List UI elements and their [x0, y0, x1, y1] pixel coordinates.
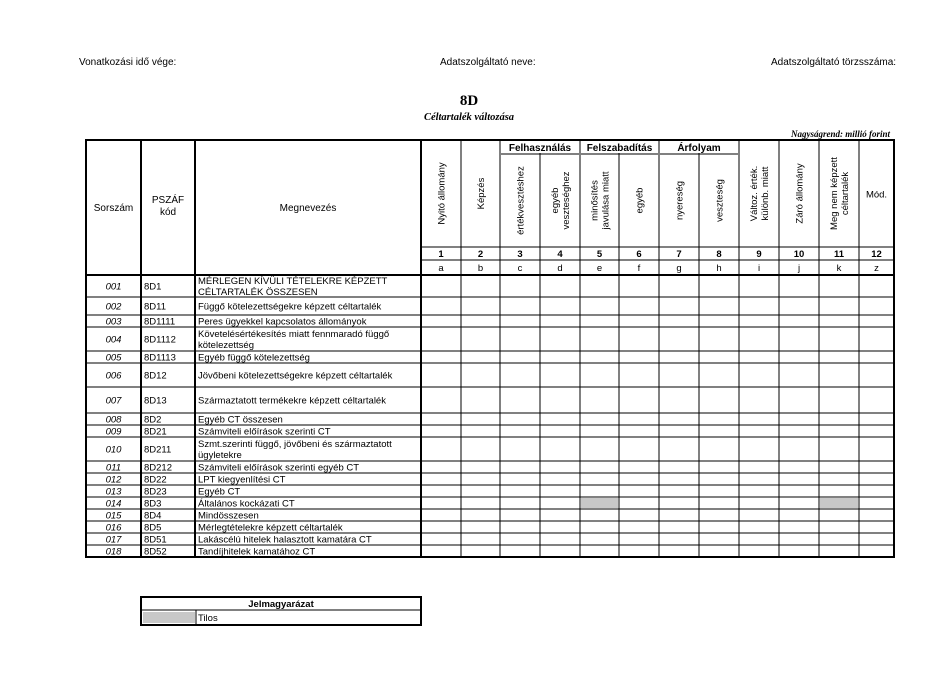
- row-pszaf-code: 8D11: [144, 301, 167, 313]
- column-header: veszteséghez: [561, 171, 572, 230]
- row-sorszam: 001: [105, 281, 122, 293]
- column-letter: e: [596, 263, 603, 274]
- row-pszaf-code: 8D212: [144, 462, 172, 474]
- row-name: Mérlegtételekre képzett céltartalék: [198, 522, 343, 534]
- legend-title: Jelmagyarázat: [248, 599, 314, 610]
- row-sorszam: 016: [105, 522, 122, 534]
- header-pszaf-1: PSZÁF: [151, 195, 185, 206]
- row-sorszam: 002: [105, 301, 122, 313]
- group-header: Felszabadítás: [586, 143, 653, 154]
- row-sorszam: 017: [105, 534, 122, 546]
- header-pszaf-2: kód: [159, 207, 177, 218]
- row-name: Egyéb CT összesen: [198, 414, 283, 426]
- row-name: Mindösszesen: [198, 510, 259, 522]
- column-letter: a: [438, 263, 444, 274]
- column-letter: b: [477, 263, 484, 274]
- form-title: Céltartalék változása: [423, 112, 515, 123]
- row-name: ügyletekre: [198, 450, 242, 461]
- row-name: Peres ügyekkel kapcsolatos állományok: [198, 316, 367, 328]
- row-name: Jövőbeni kötelezettségekre képzett céltartalék: [198, 370, 393, 382]
- column-header: különb. miatt: [760, 166, 771, 221]
- row-pszaf-code: 8D4: [144, 510, 162, 522]
- column-letter: f: [637, 263, 641, 274]
- row-sorszam: 013: [105, 486, 122, 498]
- column-header: egyéb: [634, 187, 646, 214]
- column-header: értékvesztéshez: [515, 166, 527, 235]
- row-sorszam: 014: [105, 498, 122, 510]
- column-number: 12: [871, 249, 882, 260]
- column-number: 4: [557, 249, 563, 260]
- row-pszaf-code: 8D21: [144, 426, 167, 438]
- column-header: minősítés: [589, 180, 601, 221]
- row-name: Szmt.szerinti függő, jövőbeni és származtatott: [198, 439, 392, 450]
- row-pszaf-code: 8D1111: [144, 316, 176, 328]
- column-number: 3: [517, 249, 523, 260]
- column-header: Záró állomány: [794, 163, 806, 224]
- row-sorszam: 015: [105, 510, 122, 522]
- period-end-label: Vonatkozási idő vége:: [79, 57, 177, 68]
- row-pszaf-code: 8D23: [144, 486, 167, 498]
- column-letter: z: [874, 263, 879, 274]
- row-name: Függő kötelezettségekre képzett céltartalék: [198, 301, 382, 313]
- legend-label-forbidden: Tilos: [198, 613, 218, 624]
- row-name: CÉLTARTALÉK ÖSSZESEN: [198, 287, 318, 298]
- row-sorszam: 003: [105, 316, 122, 328]
- column-header: javulása miatt: [600, 171, 612, 230]
- row-sorszam: 004: [105, 334, 122, 346]
- forbidden-cell: [820, 498, 858, 508]
- form-code: 8D: [459, 93, 479, 109]
- column-number: 6: [636, 249, 642, 260]
- row-sorszam: 009: [105, 426, 122, 438]
- row-pszaf-code: 8D211: [144, 444, 172, 456]
- row-name: Általános kockázati CT: [198, 498, 295, 510]
- column-header: Meg nem képzett: [829, 157, 840, 230]
- row-name: Számviteli előírások szerinti egyéb CT: [198, 462, 360, 474]
- unit-label: Nagyságrend: millió forint: [790, 129, 890, 139]
- row-name: Lakáscélú hitelek halasztott kamatára CT: [198, 534, 372, 546]
- row-name: Tandíjhitelek kamatához CT: [198, 546, 316, 558]
- row-pszaf-code: 8D1112: [144, 334, 176, 346]
- row-name: Egyéb CT: [198, 486, 241, 498]
- row-pszaf-code: 8D5: [144, 522, 162, 534]
- group-header: Felhasználás: [508, 143, 572, 154]
- row-sorszam: 010: [105, 444, 122, 456]
- column-letter: j: [797, 263, 801, 274]
- column-letter: d: [557, 263, 563, 274]
- row-sorszam: 012: [105, 474, 122, 486]
- forbidden-cell: [581, 498, 618, 508]
- row-pszaf-code: 8D2: [144, 414, 162, 426]
- row-sorszam: 018: [105, 546, 122, 558]
- row-pszaf-code: 8D51: [144, 534, 167, 546]
- row-sorszam: 007: [105, 395, 122, 407]
- column-letter: g: [676, 263, 682, 274]
- header-megnevezes: Megnevezés: [279, 203, 337, 214]
- column-number: 8: [716, 249, 722, 260]
- column-header: céltartalék: [840, 171, 851, 216]
- column-header: Mód.: [865, 189, 888, 201]
- row-name: Számviteli előírások szerinti CT: [198, 426, 331, 438]
- column-letter: i: [757, 263, 761, 274]
- row-name: Származtatott termékekre képzett céltartalék: [198, 395, 386, 407]
- row-sorszam: 008: [105, 414, 122, 426]
- column-number: 9: [756, 249, 762, 260]
- column-header: Nyitó állomány: [436, 162, 448, 225]
- row-sorszam: 005: [105, 352, 122, 364]
- provider-name-label: Adatszolgáltató neve:: [440, 57, 536, 68]
- column-header: veszteség: [714, 179, 726, 222]
- row-pszaf-code: 8D52: [144, 546, 167, 558]
- column-header: Képzés: [476, 177, 487, 210]
- legend-swatch-forbidden: [143, 612, 195, 623]
- column-letter: k: [836, 263, 842, 274]
- row-pszaf-code: 8D1: [144, 281, 162, 293]
- row-pszaf-code: 8D13: [144, 395, 167, 407]
- column-header: Változ. érték.: [749, 165, 760, 222]
- row-name: kötelezettség: [198, 340, 254, 351]
- column-letter: h: [716, 263, 722, 274]
- column-number: 11: [833, 249, 845, 260]
- row-sorszam: 006: [105, 370, 122, 382]
- column-number: 5: [596, 249, 603, 260]
- row-name: MÉRLEGEN KÍVÜLI TÉTELEKRE KÉPZETT: [198, 276, 388, 287]
- column-number: 7: [676, 249, 682, 260]
- row-pszaf-code: 8D1113: [144, 352, 176, 364]
- column-header: nyereség: [674, 180, 686, 221]
- row-pszaf-code: 8D22: [144, 474, 167, 486]
- provider-id-label: Adatszolgáltató törzsszáma:: [771, 57, 897, 68]
- column-letter: c: [517, 263, 523, 274]
- header-sorszam: Sorszám: [93, 203, 134, 214]
- column-number: 2: [477, 249, 484, 260]
- row-pszaf-code: 8D12: [144, 370, 167, 382]
- row-pszaf-code: 8D3: [144, 498, 162, 510]
- row-name: Követelésértékesítés miatt fennmaradó függő: [198, 329, 390, 340]
- column-number: 10: [793, 249, 805, 260]
- group-header: Árfolyam: [677, 143, 721, 154]
- row-name: LPT kiegyenlítési CT: [198, 474, 286, 486]
- column-header: egyéb: [550, 187, 561, 214]
- row-sorszam: 011: [105, 462, 122, 474]
- column-number: 1: [438, 249, 444, 260]
- row-name: Egyéb függő kötelezettség: [198, 352, 310, 364]
